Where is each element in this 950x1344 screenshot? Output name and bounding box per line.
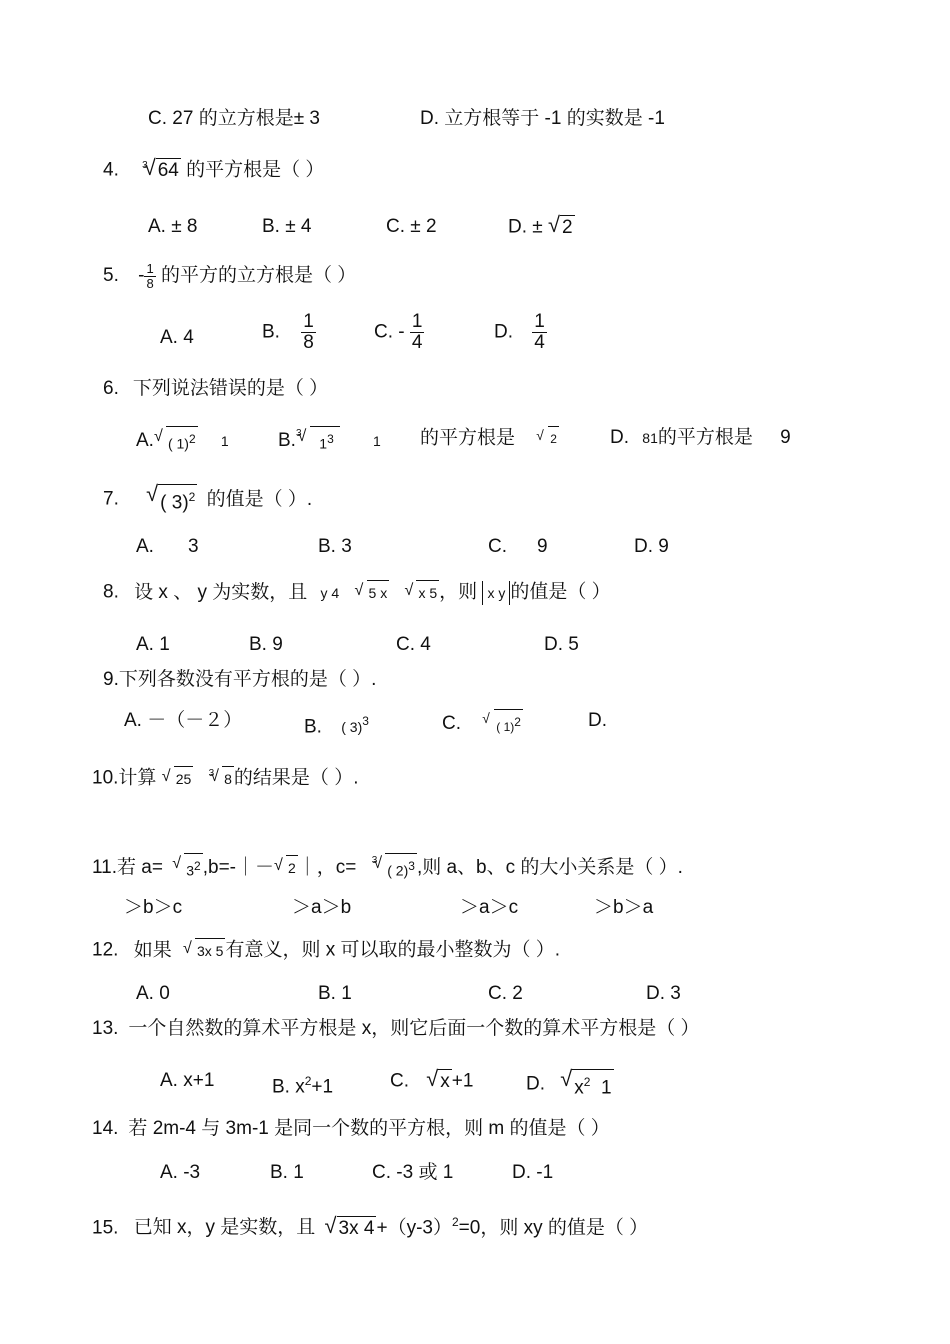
q9-option-b: B. ( 3)$^3$ [304,714,369,738]
q5-option-a: A. 4 [160,327,194,348]
q14-option-c: C. -3 或 1 [372,1162,454,1183]
q4-cube-root: $^3$√ 64 [142,160,181,181]
q7-stem: 7. √ ( 3)$^2$ 的值是（ ）. [103,484,312,515]
q4-option-c: C. ± 2 [386,216,437,237]
q9-option-d: D. [588,710,607,731]
q13-option-d: D. √ $x^2$ 1 [526,1069,614,1100]
q4-number: 4. [103,159,119,181]
q5-option-c: C. - $\frac{1}{4}$ [374,311,423,353]
q4-text: 的平方根是（ ） [186,159,325,181]
q14-option-b: B. 1 [270,1162,304,1183]
q11-option-2: ＞a＞b [292,897,352,918]
q4-option-b: B. ± 4 [262,216,312,237]
q5-fraction: $\frac{1}{8}$ [146,261,154,291]
q6-option-d: D. 81的平方根是 9 [610,427,791,448]
q8-option-a: A. 1 [136,634,170,655]
q14-stem: 14. 若 2m-4 与 3m-1 是同一个数的平方根，则 m 的值是（ ） [92,1118,610,1139]
q10-stem: 10.计算 √ 25 $^3$√ 8 的结果是（ ）. [92,766,358,791]
q9-option-a: A. －（－２） [124,710,243,731]
q6-option-a: A.√ ( 1)$^2$ 1 [136,426,229,456]
q5-option-b: B. $\frac{1}{8}$ [262,311,314,353]
q8-option-c: C. 4 [396,634,431,655]
q12-option-c: C. 2 [488,983,523,1004]
q4-option-d: D. ± √ 2 [508,215,575,240]
q13-stem: 13. 一个自然数的算术平方根是 x，则它后面一个数的算术平方根是（ ） [92,1018,700,1039]
q8-stem: 8. 设 x 、 y 为实数，且 y 4 √ 5 x √ x 5 ，则 x y 的值是（ ） [103,580,611,605]
q12-option-b: B. 1 [318,983,352,1004]
q7-option-a: A. 3 [136,536,199,557]
q7-option-c: C. 9 [488,536,548,557]
q5-option-d: D. $\frac{1}{4}$ [494,311,545,353]
q12-stem: 12. 如果 √ 3x 5 有意义，则 x 可以取的最小整数为（ ）. [92,938,560,963]
q11-option-3: ＞a＞c [460,897,519,918]
q6-stem: 6. 下列说法错误的是（ ） [103,378,329,399]
q14-option-a: A. -3 [160,1162,201,1183]
q3-option-c: C. 27 的立方根是± 3 [148,108,320,129]
q4-option-a: A. ± 8 [148,216,198,237]
q13-option-a: A. x+1 [160,1070,215,1091]
q12-option-d: D. 3 [646,983,681,1004]
q5-text: 的平方的立方根是（ ） [160,265,357,287]
q11-stem: 11.若 a= √ $3^2$ ,b=-｜－√ 2 ｜，c= $^3$√ ( 2)$^3$ ,则 a、b、c 的大小关系是（ ）. [92,853,683,883]
q3-option-d: D. 立方根等于 -1 的实数是 -1 [420,108,665,129]
q13-option-b: B. $x^2+1$ [272,1074,334,1098]
q11-option-4: ＞b＞a [594,897,654,918]
q11-option-1: ＞b＞c [124,897,183,918]
q13-option-c: C. √ x +1 [390,1069,473,1094]
q7-option-b: B. 3 [318,536,352,557]
q8-option-d: D. 5 [544,634,579,655]
q6-option-c: 的平方根是 √ 2 [420,426,559,451]
q5-number: 5. [103,265,119,287]
q7-option-d: D. 9 [634,536,669,557]
q12-option-a: A. 0 [136,983,170,1004]
q14-option-d: D. -1 [512,1162,554,1183]
q15-stem: 15. 已知 x，y 是实数，且 √ 3x $4 +(y-3)^2=0$，则 xy 的值是（ ） [92,1210,648,1241]
q9-option-c: C. √ ( 1)$^2$ [442,709,523,739]
q9-stem: 9.下列各数没有平方根的是（ ）. [103,669,377,690]
q5-stem: 5. - $\frac{1}{8}$ 的平方的立方根是（ ） [103,261,357,291]
q8-option-b: B. 9 [249,634,283,655]
q6-option-b: B.$^3$√ $1^3$ 1 [278,426,381,456]
q4-stem [103,158,324,183]
